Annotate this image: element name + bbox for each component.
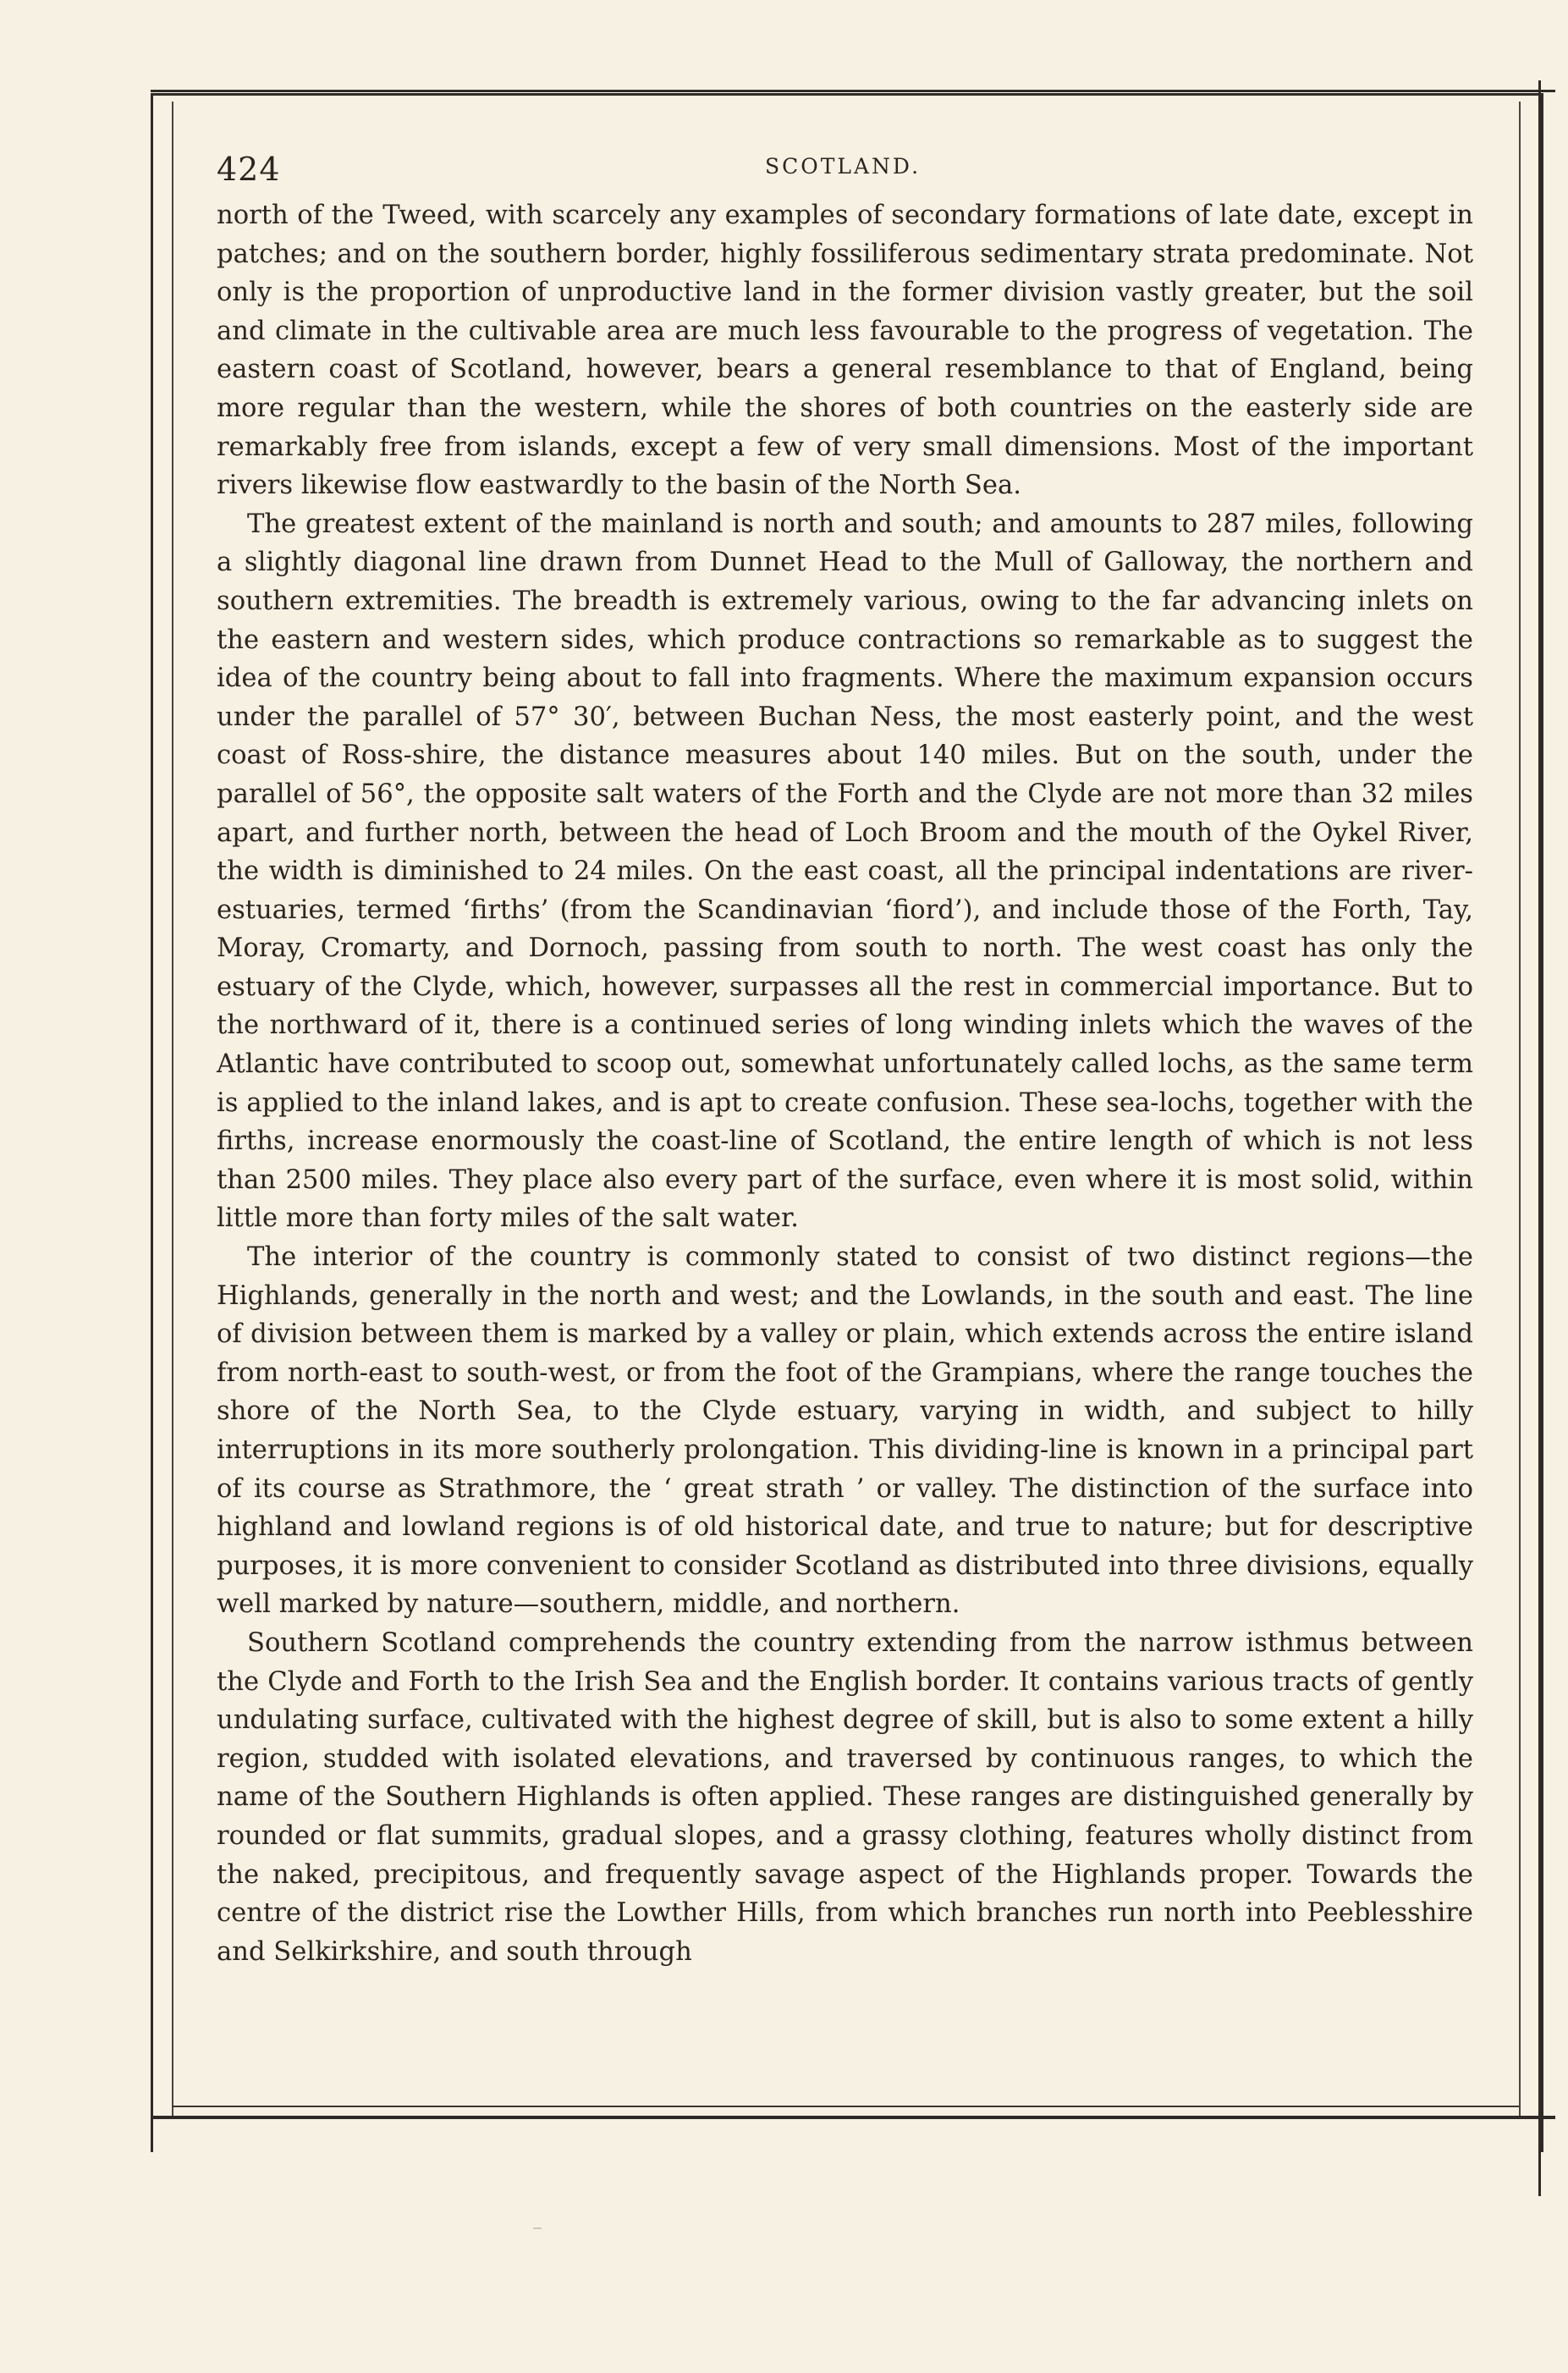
paper-mark xyxy=(533,2227,542,2229)
bottom-rule-inner xyxy=(172,2106,1519,2107)
body-text xyxy=(217,196,1473,1971)
running-head: SCOTLAND. xyxy=(764,154,922,179)
paragraph-3: The interior of the country is commonly stated to consist of two distinct regions—the Highlands, generally in the north and west; and the Lowlands, in the south and east. The line of division between them is marked by a valley or plain, which extends across the entire island from north-east to south-west, or from the foot of the Grampians, where the range touches the shore of the North Sea, to the Clyde estuary, varying in width, and subject to hilly interruptions in its more southerly prolongation. This dividing-line is known in a principal part of its course as Strathmore, the ‘ great strath ’ or valley. The distinction of the surface into highland and lowland regions is of old historical date, and true to nature; but for descriptive purposes, it is more convenient to consider Scotland as distributed into three divisions, equally well marked by nature—southern, middle, and northern. xyxy=(217,1242,1473,1620)
paragraph-2: The greatest extent of the mainland is north and south; and amounts to 287 miles, following a slightly diagonal line drawn from Dunnet Head to the Mull of Galloway, the northern and southern extremities. The breadth is extremely various, owing to the far advancing inlets on the eastern and western sides, which produce contractions so remarkable as to suggest the idea of the country being about to fall into fragments. Where the maximum expansion occurs under the parallel of 57° 30′, between Buchan Ness, the most easterly point, and the west coast of Ross-shire, the distance measures about 140 miles. But on the south, under the parallel of 56°, the opposite salt waters of the Forth and the Clyde are not more than 32 miles apart, and further north, between the head of Loch Broom and the mouth of the Oykel River, the width is diminished to 24 miles. On the east coast, all the principal indentations are river-estuaries, termed ‘firths’ (from the Scandinavian ‘fiord’), and include those of the Forth, Tay, Moray, Cromarty, and Dornoch, passing from south to north. The west coast has only the estuary of the Clyde, which, however, surpasses all the rest in commercial importance. But to the northward of it, there is a continued series of long winding inlets which the waves of the Atlantic have contributed to scoop out, somewhat unfortunately called lochs, as the same term is applied to the inland lakes, and is apt to create confusion. These sea-lochs, together with the firths, increase enormously the coast-line of Scotland, the entire length of which is not less than 2500 miles. They place also every part of the surface, even where it is most solid, within little more than forty miles of the salt water. xyxy=(217,509,1473,1234)
right-rule xyxy=(1538,80,1541,2196)
page-number: 424 xyxy=(217,151,281,188)
top-rule xyxy=(151,90,1555,92)
paragraph-1: north of the Tweed, with scarcely any examples of secondary formations of late date, except in patches; and on the southern border, highly fossiliferous sedimentary strata predominate. Not only is the proportion of unproductive land in the former division vastly greater, but the soil and climate in the cultivable area are much less favourable to the progress of vegetation. The eastern coast of Scotland, however, bears a general resemblance to that of England, being more regular than the western, while the shores of both countries on the easterly side are remarkably free from islands, except a few of very small dimensions. Most of the important rivers likewise flow eastwardly to the basin of the North Sea. xyxy=(217,201,1473,501)
paragraph-4: Southern Scotland comprehends the country extending from the narrow isthmus between the Clyde and Forth to the Irish Sea and the English border. It contains various tracts of gently undulating surface, cultivated with the highest degree of skill, but is also to some extent a hilly region, studded with isolated elevations, and traversed by continuous ranges, to which the name of the Southern Highlands is often applied. These ranges are distinguished generally by rounded or flat summits, gradual slopes, and a grassy clothing, features wholly distinct from the naked, precipitous, and frequently savage aspect of the Highlands proper. Towards the centre of the district rise the Lowther Hills, from which branches run north into Peeblesshire and Selkirkshire, and south through xyxy=(217,1627,1473,1967)
bottom-rule-outer xyxy=(151,2116,1555,2119)
page-header xyxy=(217,151,1469,190)
